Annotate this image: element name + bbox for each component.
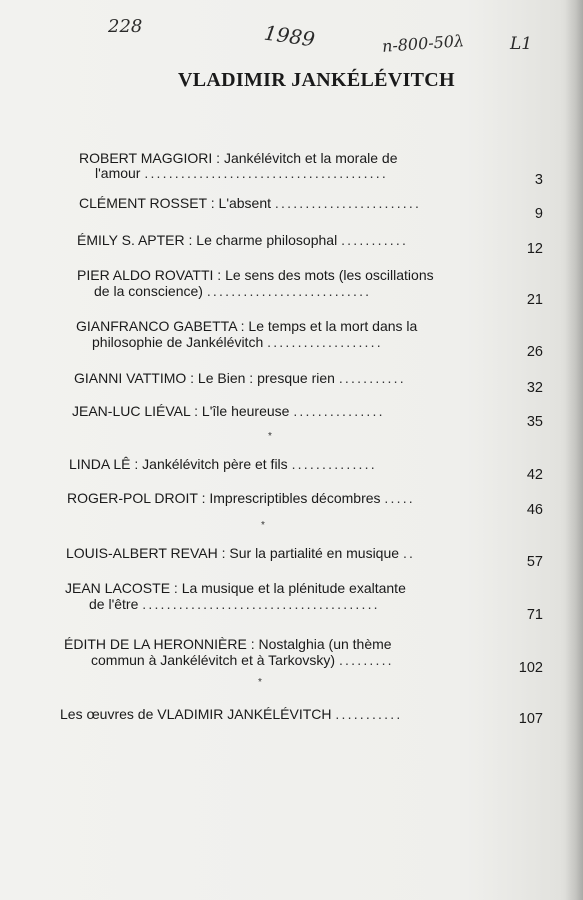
- entry-title: : Sur la partialité en musique: [217, 545, 400, 561]
- leader-dots: ...........: [335, 706, 403, 722]
- entry-page-number: 71: [526, 607, 543, 623]
- entry-line-1: [67, 490, 415, 506]
- entry-author: GIANNI VATTIMO: [74, 370, 187, 386]
- leader-dots: .....: [384, 490, 415, 506]
- entry-line-1: [60, 706, 402, 722]
- entry-line-1: [66, 545, 415, 561]
- entry-page-number: 102: [518, 660, 543, 676]
- entry-author: JEAN-LUC LIÉVAL: [72, 403, 191, 419]
- entry-title: : L'île heureuse: [190, 403, 290, 419]
- leader-dots: ...........: [341, 232, 409, 248]
- entry-line-1: [76, 318, 417, 334]
- entry-title-continued: l'amour: [95, 165, 141, 181]
- entry-line-1: [79, 150, 398, 166]
- handwritten-note: 228: [108, 16, 143, 37]
- entry-title: : Imprescriptibles décombres: [197, 490, 381, 506]
- entry-line-1: [69, 456, 377, 472]
- entry-author: ÉDITH DE LA HERONNIÈRE: [64, 636, 247, 652]
- entry-title-continued: de la conscience): [94, 283, 203, 299]
- entry-author: ROBERT MAGGIORI: [79, 150, 213, 166]
- entry-author: PIER ALDO ROVATTI: [77, 267, 214, 283]
- entry-author: LINDA LÊ: [69, 456, 131, 472]
- handwritten-note: 1989: [262, 20, 317, 52]
- entry-line-2: [91, 652, 394, 668]
- leader-dots: ...................: [267, 334, 383, 350]
- entry-author: ÉMILY S. APTER: [77, 232, 185, 248]
- leader-dots: ...........................: [206, 283, 372, 299]
- entry-page-number: 32: [526, 380, 543, 396]
- entry-title: : L'absent: [206, 195, 272, 211]
- entry-title: : Jankélévitch et la morale de: [212, 150, 398, 166]
- entry-line-2: [95, 165, 388, 181]
- entry-line-1: [77, 232, 408, 248]
- entry-author: GIANFRANCO GABETTA: [76, 318, 237, 334]
- section-separator: *: [268, 431, 272, 442]
- entry-page-number: 35: [526, 414, 543, 430]
- leader-dots: ........................................: [144, 165, 388, 181]
- entry-author: ROGER-POL DROIT: [67, 490, 198, 506]
- entry-title-continued: philosophie de Jankélévitch: [92, 334, 264, 350]
- entry-title: : Le charme philosophal: [184, 232, 338, 248]
- leader-dots: ...........: [338, 370, 406, 386]
- entry-line-1: [74, 370, 406, 386]
- entry-page-number: 26: [526, 344, 543, 360]
- leader-dots: ...............: [293, 403, 385, 419]
- page-title: VLADIMIR JANKÉLÉVITCH: [178, 69, 455, 91]
- entry-title: : La musique et la plénitude exaltante: [170, 580, 406, 596]
- entry-line-1: [65, 580, 406, 596]
- entry-title: : Le Bien : presque rien: [186, 370, 335, 386]
- entry-page-number: 46: [526, 502, 543, 518]
- entry-line-2: [89, 596, 380, 612]
- entry-line-1: [77, 267, 434, 283]
- entry-page-number: 107: [518, 711, 543, 727]
- entry-page-number: 3: [534, 172, 543, 188]
- entry-title: Les œuvres de VLADIMIR JANKÉLÉVITCH: [60, 706, 332, 722]
- entry-line-2: [92, 334, 383, 350]
- entry-title: : Jankélévitch père et fils: [130, 456, 288, 472]
- entry-title-continued: commun à Jankélévitch et à Tarkovsky): [91, 652, 336, 668]
- entry-line-2: [94, 283, 371, 299]
- handwritten-note: n-800-50λ: [381, 31, 465, 56]
- leader-dots: ..............: [291, 456, 377, 472]
- entry-page-number: 57: [526, 554, 543, 570]
- section-separator: *: [258, 677, 262, 688]
- section-separator: *: [261, 520, 265, 531]
- entry-page-number: 21: [526, 292, 543, 308]
- entry-title: : Le temps et la mort dans la: [236, 318, 418, 334]
- leader-dots: .........: [338, 652, 394, 668]
- entry-page-number: 9: [534, 206, 543, 222]
- entry-title: : Nostalghia (un thème: [246, 636, 392, 652]
- page-edge-shadow: [565, 0, 583, 900]
- leader-dots: ........................: [274, 195, 422, 211]
- entry-author: CLÉMENT ROSSET: [79, 195, 207, 211]
- entry-author: JEAN LACOSTE: [65, 580, 171, 596]
- entry-page-number: 42: [526, 467, 543, 483]
- entry-line-1: [79, 195, 421, 211]
- entry-author: LOUIS-ALBERT REVAH: [66, 545, 218, 561]
- entry-page-number: 12: [526, 241, 543, 257]
- leader-dots: .......................................: [142, 596, 380, 612]
- entry-line-1: [72, 403, 385, 419]
- entry-title: : Le sens des mots (les oscillations: [213, 267, 434, 283]
- entry-title-continued: de l'être: [89, 596, 139, 612]
- entry-line-1: [64, 636, 392, 652]
- leader-dots: ..: [402, 545, 416, 561]
- handwritten-note: L1: [510, 34, 533, 54]
